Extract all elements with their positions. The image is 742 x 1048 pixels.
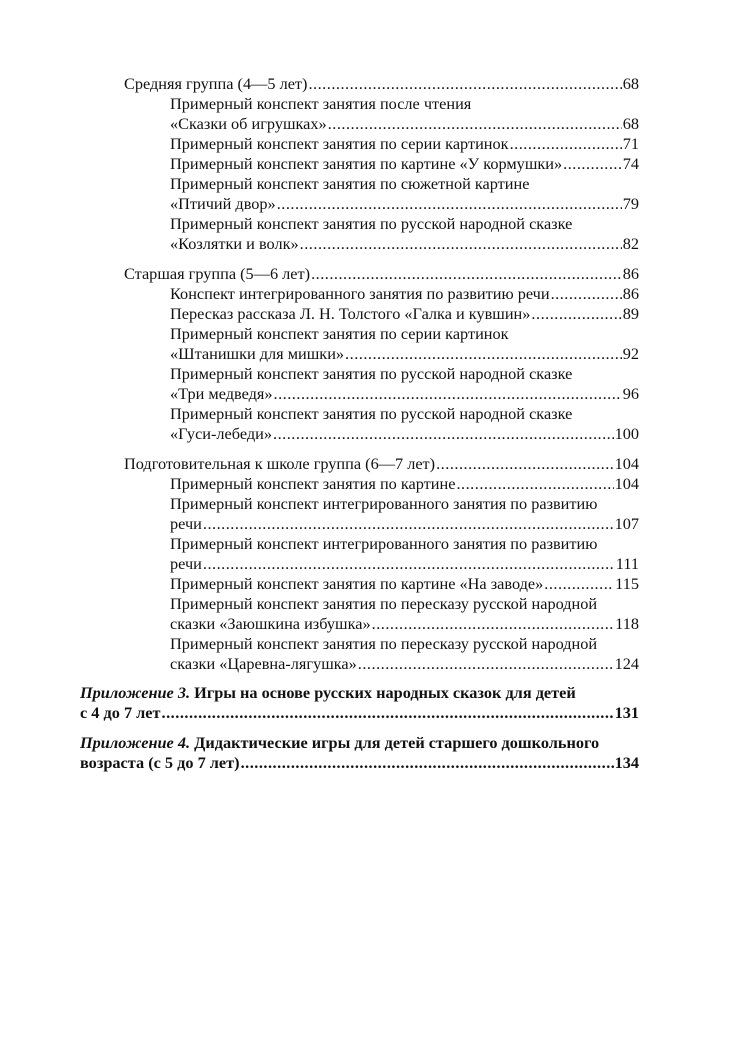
toc-entry-text: Примерный конспект интегрированного занятия по развитию <box>170 534 598 553</box>
page-number: 115 <box>615 574 639 593</box>
toc-entry: «Козлятки и волк» ..... 82 <box>170 234 639 254</box>
page-number: 100 <box>614 424 639 443</box>
page-number: 96 <box>622 384 639 403</box>
page-number: 71 <box>622 134 639 153</box>
page-number: 74 <box>622 154 639 173</box>
toc-entry: речи ..... 111 <box>170 554 639 574</box>
toc-entry: Примерный конспект занятия по серии картинок ..... 71 <box>170 134 639 154</box>
toc-appendix-title: Приложение 3. Игры на основе русских народных сказок для детей <box>80 683 576 702</box>
toc-entry: Примерный конспект занятия по картине «На заводе» ..... 115 <box>170 574 639 594</box>
toc-entry-text: Примерный конспект занятия по пересказу русской народной <box>170 594 598 613</box>
toc-entry: «Птичий двор» ..... 79 <box>170 194 639 214</box>
toc-appendix: возраста (с 5 до 7 лет) ..... 134 <box>80 753 639 773</box>
toc-entry-text: Примерный конспект интегрированного занятия по развитию <box>170 494 598 513</box>
toc-entry-text: Примерный конспект занятия по пересказу русской народной <box>170 634 598 653</box>
toc-appendix-title: Приложение 4. Дидактические игры для детей старшего дошкольного <box>80 733 600 752</box>
page-number: 89 <box>622 304 639 323</box>
toc-entry: Пересказ рассказа Л. Н. Толстого «Галка и кувшин» ..... 89 <box>170 304 639 324</box>
toc-entry-text: Примерный конспект занятия после чтения <box>170 94 472 113</box>
toc-appendix: с 4 до 7 лет ..... 131 <box>80 703 639 723</box>
page-number: 111 <box>615 554 639 573</box>
toc-section-title: Средняя группа (4—5 лет) ..... 68 <box>124 74 639 94</box>
page-number: 131 <box>614 703 639 722</box>
toc-entry: «Штанишки для мишки» ..... 92 <box>170 344 639 364</box>
page-number: 92 <box>622 344 639 363</box>
page-number: 104 <box>614 474 639 493</box>
page-number: 82 <box>622 234 639 253</box>
toc-entry-text: Примерный конспект занятия по серии картинок <box>170 324 509 343</box>
page-number: 134 <box>614 753 639 772</box>
toc-entry: сказки «Заюшкина избушка» ..... 118 <box>170 614 639 634</box>
toc-entry: Примерный конспект занятия по картине «У кормушки» ..... 74 <box>170 154 639 174</box>
page-number: 68 <box>622 114 639 133</box>
toc-entry-text: Примерный конспект занятия по русской народной сказке <box>170 404 573 423</box>
toc-entry: «Сказки об игрушках» ..... 68 <box>170 114 639 134</box>
page-number: 86 <box>622 284 639 303</box>
toc-section-title: Старшая группа (5—6 лет) ..... 86 <box>124 264 639 284</box>
toc-entry: Конспект интегрированного занятия по развитию речи ..... 86 <box>170 284 639 304</box>
toc-entry: «Гуси-лебеди» ..... 100 <box>170 424 639 444</box>
toc-entry: «Три медведя» ..... 96 <box>170 384 639 404</box>
page-number: 118 <box>615 614 639 633</box>
toc-entry: речи ..... 107 <box>170 514 639 534</box>
toc-entry-text: Примерный конспект занятия по сюжетной картине <box>170 174 530 193</box>
page-number: 79 <box>622 194 639 213</box>
page-number: 86 <box>622 264 639 283</box>
toc-entry-text: Примерный конспект занятия по русской народной сказке <box>170 214 573 233</box>
toc-entry-text: Примерный конспект занятия по русской народной сказке <box>170 364 573 383</box>
toc-entry: Примерный конспект занятия по картине ..... 104 <box>170 474 639 494</box>
toc-entry: сказки «Царевна-лягушка» ..... 124 <box>170 654 639 674</box>
page-number: 68 <box>622 74 639 93</box>
page-number: 104 <box>614 454 639 473</box>
page-number: 107 <box>614 514 639 533</box>
toc-section-title: Подготовительная к школе группа (6—7 лет) ..... 104 <box>124 454 639 474</box>
page-number: 124 <box>614 654 639 673</box>
